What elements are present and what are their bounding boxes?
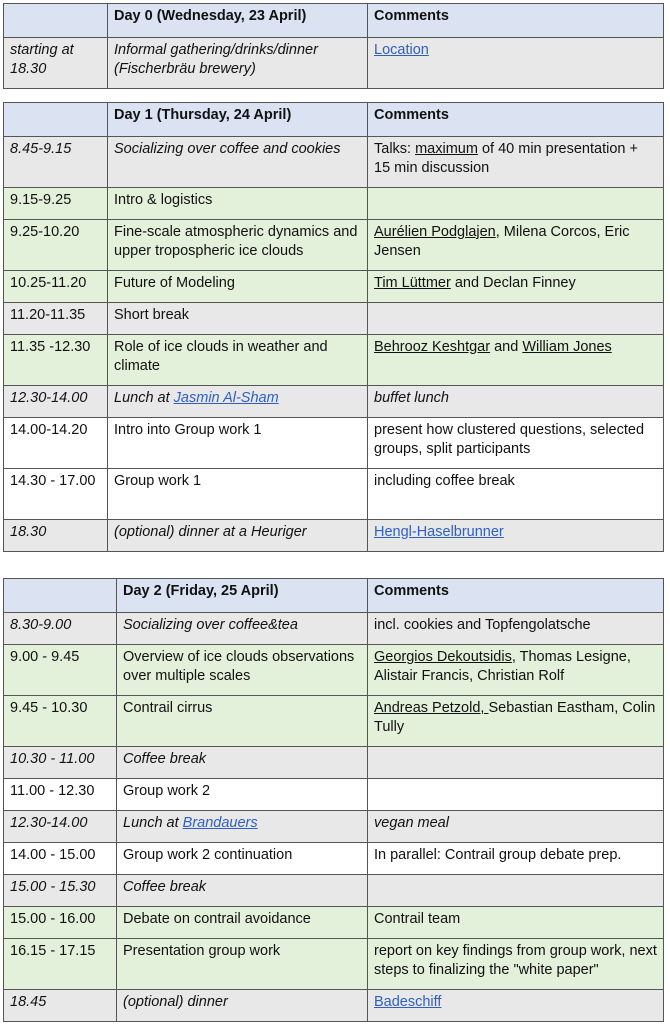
table-row: [4, 220, 664, 271]
time-cell: 10.25-11.20: [4, 271, 108, 303]
table-row: [4, 520, 664, 552]
activity-cell: Fine-scale atmospheric dynamics and upper tropospheric ice clouds: [108, 220, 368, 271]
day0-header-row: [4, 4, 664, 38]
comment-cell: [368, 38, 664, 89]
time-cell: 11.35 -12.30: [4, 335, 108, 386]
table-row: [4, 875, 664, 907]
restaurant-link[interactable]: Hengl-Haselbrunner: [374, 524, 504, 540]
comments-header: Comments: [368, 4, 664, 38]
activity-cell: Group work 2: [117, 779, 368, 811]
comment-cell: [368, 520, 664, 552]
table-row: [4, 335, 664, 386]
activity-cell: Socializing over coffee&tea: [117, 613, 368, 645]
time-cell: 8.45-9.15: [4, 137, 108, 188]
header-time-cell: [4, 579, 117, 613]
comment-cell: [368, 779, 664, 811]
speaker-link[interactable]: Tim Lüttmer: [374, 275, 451, 291]
table-row: [4, 469, 664, 520]
day1-title: Day 1 (Thursday, 24 April): [108, 103, 368, 137]
table-row: [4, 271, 664, 303]
activity-cell: Group work 2 continuation: [117, 843, 368, 875]
table-row: [4, 418, 664, 469]
comment-cell: Talks: maximum of 40 min presentation + 15 min discussion: [368, 137, 664, 188]
table-row: [4, 843, 664, 875]
comment-cell: including coffee break: [368, 469, 664, 520]
activity-cell: Overview of ice clouds observations over multiple scales: [117, 645, 368, 696]
activity-cell: Coffee break: [117, 747, 368, 779]
speaker-link[interactable]: Behrooz Keshtgar: [374, 339, 491, 355]
table-row: [4, 613, 664, 645]
activity-cell: Role of ice clouds in weather and climate: [108, 335, 368, 386]
activity-cell: Group work 1: [108, 469, 368, 520]
comment-cell: [368, 875, 664, 907]
activity-cell: Intro & logistics: [108, 188, 368, 220]
maximum-link[interactable]: maximum: [415, 141, 478, 157]
speaker-link[interactable]: William Jones: [522, 339, 612, 355]
comment-cell: report on key findings from group work, next steps to finalizing the "white paper": [368, 939, 664, 990]
header-time-cell: [4, 103, 108, 137]
speaker-link[interactable]: Andreas Petzold,: [374, 700, 489, 716]
time-cell: 9.15-9.25: [4, 188, 108, 220]
day2-header-row: [4, 579, 664, 613]
activity-cell: Socializing over coffee and cookies: [108, 137, 368, 188]
activity-cell: Presentation group work: [117, 939, 368, 990]
time-cell: 15.00 - 16.00: [4, 907, 117, 939]
activity-cell: Lunch at Jasmin Al-Sham: [108, 386, 368, 418]
time-cell: 9.45 - 10.30: [4, 696, 117, 747]
comment-cell: [368, 303, 664, 335]
activity-cell: Short break: [108, 303, 368, 335]
time-cell: 14.00-14.20: [4, 418, 108, 469]
table-row: [4, 645, 664, 696]
comment-cell: present how clustered questions, selected groups, split participants: [368, 418, 664, 469]
comment-cell: Georgios Dekoutsidis, Thomas Lesigne, Alistair Francis, Christian Rolf: [368, 645, 664, 696]
table-row: [4, 990, 664, 1022]
table-row: [4, 38, 664, 89]
time-cell: 10.30 - 11.00: [4, 747, 117, 779]
activity-cell: Debate on contrail avoidance: [117, 907, 368, 939]
table-row: [4, 811, 664, 843]
restaurant-link[interactable]: Brandauers: [182, 815, 258, 831]
comment-cell: incl. cookies and Topfengolatsche: [368, 613, 664, 645]
speaker-link[interactable]: Georgios Dekoutsidis: [374, 649, 512, 665]
time-cell: 11.20-11.35: [4, 303, 108, 335]
table-row: [4, 907, 664, 939]
day1-table: [3, 102, 664, 552]
comment-cell: [368, 990, 664, 1022]
time-cell: 11.00 - 12.30: [4, 779, 117, 811]
day2-title: Day 2 (Friday, 25 April): [117, 579, 368, 613]
table-row: [4, 939, 664, 990]
comments-header: Comments: [368, 579, 664, 613]
day0-title: Day 0 (Wednesday, 23 April): [108, 4, 368, 38]
activity-cell: (optional) dinner: [117, 990, 368, 1022]
time-cell: starting at 18.30: [4, 38, 108, 89]
activity-cell: Future of Modeling: [108, 271, 368, 303]
activity-cell: Informal gathering/drinks/dinner (Fischerbräu brewery): [108, 38, 368, 89]
activity-cell: (optional) dinner at a Heuriger: [108, 520, 368, 552]
time-cell: 15.00 - 15.30: [4, 875, 117, 907]
header-time-cell: [4, 4, 108, 38]
comments-header: Comments: [368, 103, 664, 137]
activity-cell: Coffee break: [117, 875, 368, 907]
time-cell: 9.25-10.20: [4, 220, 108, 271]
time-cell: 12.30-14.00: [4, 386, 108, 418]
comment-cell: buffet lunch: [368, 386, 664, 418]
comment-cell: Aurélien Podglajen, Milena Corcos, Eric Jensen: [368, 220, 664, 271]
activity-cell: Contrail cirrus: [117, 696, 368, 747]
table-row: [4, 303, 664, 335]
comment-cell: In parallel: Contrail group debate prep.: [368, 843, 664, 875]
table-row: [4, 696, 664, 747]
comment-cell: Tim Lüttmer and Declan Finney: [368, 271, 664, 303]
restaurant-link[interactable]: Jasmin Al-Sham: [173, 390, 279, 406]
comment-cell: Contrail team: [368, 907, 664, 939]
time-cell: 14.00 - 15.00: [4, 843, 117, 875]
day2-table: [3, 578, 664, 1022]
table-row: [4, 188, 664, 220]
time-cell: 9.00 - 9.45: [4, 645, 117, 696]
restaurant-link[interactable]: Badeschiff: [374, 994, 442, 1010]
time-cell: 14.30 - 17.00: [4, 469, 108, 520]
comment-cell: Andreas Petzold, Sebastian Eastham, Colin Tully: [368, 696, 664, 747]
time-cell: 12.30-14.00: [4, 811, 117, 843]
time-cell: 18.45: [4, 990, 117, 1022]
table-row: [4, 779, 664, 811]
activity-cell: Intro into Group work 1: [108, 418, 368, 469]
comment-cell: Behrooz Keshtgar and William Jones: [368, 335, 664, 386]
day1-header-row: [4, 103, 664, 137]
activity-cell: Lunch at Brandauers: [117, 811, 368, 843]
speaker-link[interactable]: Aurélien Podglajen: [374, 224, 496, 240]
time-cell: 16.15 - 17.15: [4, 939, 117, 990]
time-cell: 18.30: [4, 520, 108, 552]
time-cell: 8.30-9.00: [4, 613, 117, 645]
table-row: [4, 386, 664, 418]
comment-cell: vegan meal: [368, 811, 664, 843]
day0-table: [3, 3, 664, 89]
comment-cell: [368, 188, 664, 220]
comment-cell: [368, 747, 664, 779]
table-row: [4, 137, 664, 188]
table-row: [4, 747, 664, 779]
location-link[interactable]: Location: [374, 42, 429, 58]
